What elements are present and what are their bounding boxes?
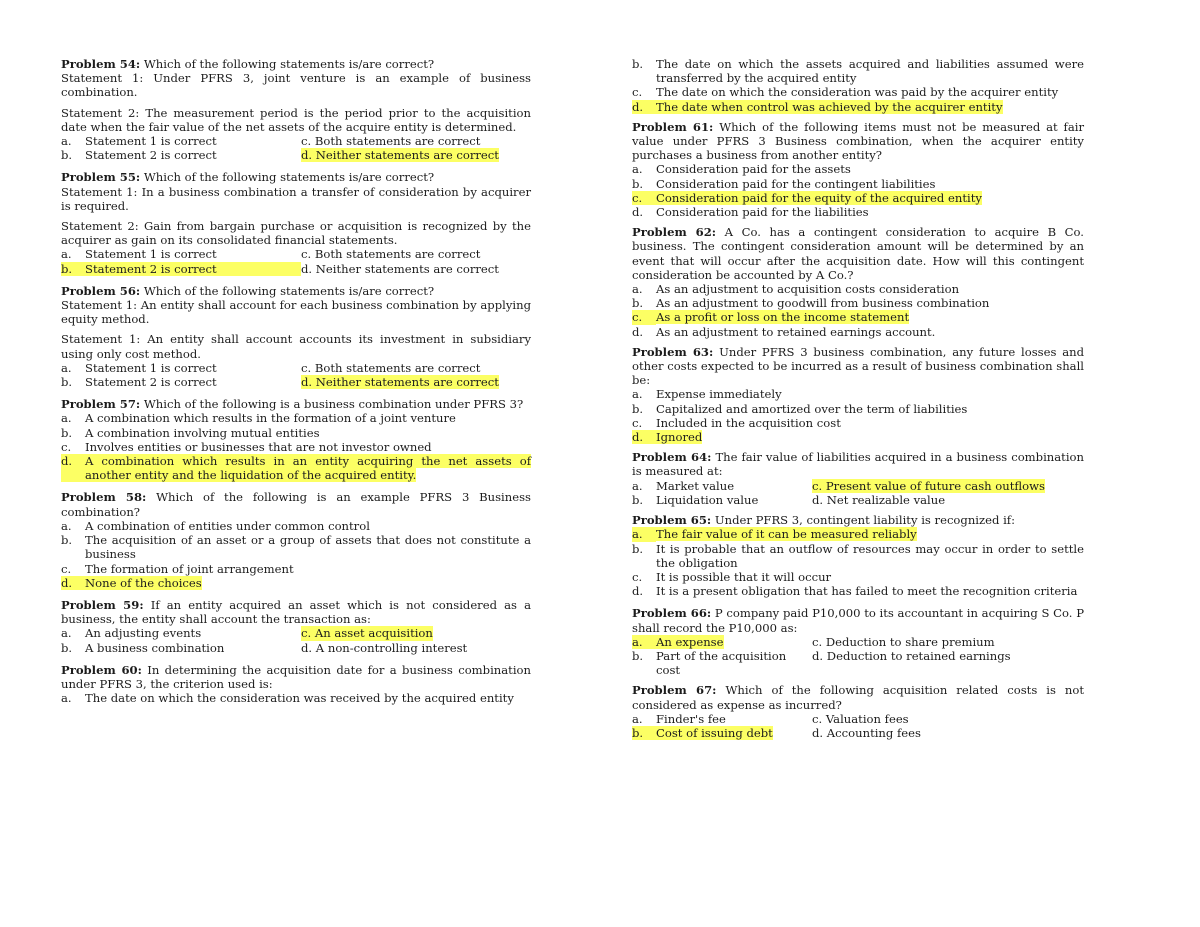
option-d-answer: d. Neither statements are correct	[301, 375, 499, 390]
options-row-2	[61, 262, 531, 276]
option-d-answer: d. Neither statements are correct	[301, 148, 499, 163]
option-d-answer: d. A combination which results in an entity acquiring the net assets of another entity and the liquidation of the acquired entity.	[61, 454, 531, 483]
problem-66	[632, 606, 1084, 677]
problem-question: In determining the acquisition date for a business combination under PFRS 3, the criterion used is:	[61, 662, 531, 691]
option-a: a. A combination of entities under common control	[61, 518, 370, 533]
problem-question: Which of the following statements is/are correct?	[143, 57, 435, 71]
option-letter: a.	[61, 134, 72, 149]
option-d: d. Accounting fees	[812, 725, 921, 740]
option-c-answer: c. As a profit or loss on the income statement	[632, 310, 910, 325]
option-letter: b.	[61, 375, 73, 390]
problem-question: Which of the following acquisition related costs is not considered as expense as incurred?	[632, 683, 1085, 712]
option-d: d. Neither statements are correct	[301, 261, 499, 276]
option-b-answer: Cost of issuing debt	[656, 725, 773, 740]
problem-label: Problem 63:	[632, 344, 714, 359]
problem-64	[632, 450, 1084, 507]
problem-label: Problem 62:	[632, 225, 717, 240]
problem-label: Problem 55:	[61, 170, 141, 185]
option-d: d. A non-controlling interest	[301, 640, 468, 655]
option-b: b. The acquisition of an asset or a group of assets that does not constitute a business	[61, 533, 531, 562]
problem-65	[632, 513, 1084, 598]
option-b: b. As an adjustment to goodwill from business combination	[632, 296, 990, 311]
problem-58	[61, 490, 531, 589]
options-row-1	[632, 635, 1084, 649]
problem-label: Problem 67:	[632, 683, 717, 698]
problem-question: Under PFRS 3 business combination, any future losses and other costs expected to be incurred as a result of business combination shall be:	[632, 344, 1085, 388]
option-letter: a.	[61, 360, 72, 375]
options-row-1	[61, 134, 531, 148]
option-d-answer: d. Ignored	[632, 430, 703, 445]
problem-label: Problem 59:	[61, 597, 144, 612]
problem-67	[632, 683, 1084, 740]
statement-1: Statement 1: An entity shall account for each business combination by applying equity method.	[61, 298, 531, 327]
problem-label: Problem 60:	[61, 662, 142, 677]
option-d: d. Deduction to retained earnings	[812, 648, 1011, 663]
problem-question: P company paid P10,000 to its accountant in acquiring S Co. P shall record the P10,000 as:	[632, 606, 1085, 635]
option-a: a. The date on which the consideration was received by the acquired entity	[61, 691, 514, 706]
option-a: Statement 1 is correct	[85, 360, 217, 375]
statement-2: Statement 2: Gain from bargain purchase or acquisition is recognized by the acquirer as gain on its consolidated financial statements.	[61, 219, 531, 248]
options-row-2	[632, 726, 1084, 740]
options-row-1	[632, 479, 1084, 493]
problem-label: Problem 56:	[61, 283, 141, 298]
problem-question: If an entity acquired an asset which is not considered as a business, the entity shall account the transaction as:	[61, 597, 532, 627]
option-b: b. Capitalized and amortized over the term of liabilities	[632, 401, 968, 416]
option-c: c. The formation of joint arrangement	[61, 561, 294, 576]
option-letter: a.	[632, 711, 643, 726]
option-a: Statement 1 is correct	[85, 134, 217, 149]
option-b: Part of the acquisition cost	[656, 648, 787, 678]
problem-question: The fair value of liabilities acquired in a business combination is measured at:	[632, 450, 1084, 479]
problem-label: Problem 66:	[632, 606, 712, 621]
problem-55	[61, 170, 531, 275]
problem-question: Which of the following is a business combination under PFRS 3?	[143, 397, 524, 412]
problem-60-continued	[632, 57, 1084, 114]
statement-2: Statement 2: The measurement period is the period prior to the acquisition date when the fair value of the net assets of the acquire entity is determined.	[61, 105, 531, 134]
option-b: b. Consideration paid for the contingent liabilities	[632, 176, 936, 191]
option-c: c. Both statements are correct	[301, 134, 481, 149]
option-letter: a.	[61, 626, 72, 641]
problem-62	[632, 225, 1084, 339]
problem-question: Under PFRS 3, contingent liability is recognized if:	[714, 513, 1015, 528]
problem-question: Which of the following items must not be measured at fair value under PFRS 3 Business combination, when the acquirer entity purchases a business from another entity?	[632, 119, 1085, 163]
problem-question: Which of the following statements is/are correct?	[143, 283, 435, 298]
problem-61	[632, 120, 1084, 219]
option-letter: a.	[632, 635, 656, 649]
options-row-2	[61, 375, 531, 389]
option-c: c. Deduction to share premium	[812, 634, 995, 649]
option-a: a. As an adjustment to acquisition costs consideration	[632, 282, 960, 297]
options-row-1	[61, 626, 531, 640]
option-letter: b.	[61, 640, 73, 655]
option-letter: b.	[632, 492, 644, 507]
option-c: c. Involves entities or businesses that are not investor owned	[61, 439, 432, 454]
problem-label: Problem 57:	[61, 397, 141, 412]
problem-question: Which of the following is an example PFRS 3 Business combination?	[61, 490, 531, 519]
options-row-1	[61, 361, 531, 375]
option-b: Statement 2 is correct	[85, 148, 217, 163]
problem-question: Which of the following statements is/are correct?	[143, 170, 435, 185]
option-b: b. A combination involving mutual entities	[61, 425, 320, 440]
option-d: d. It is a present obligation that has failed to meet the recognition criteria	[632, 584, 1078, 599]
options-row-2	[61, 641, 531, 655]
option-b-answer: Statement 2 is correct	[85, 261, 217, 276]
problem-label: Problem 61:	[632, 119, 714, 134]
option-a: Finder's fee	[656, 711, 726, 726]
option-letter: b.	[632, 648, 644, 663]
option-b: A business combination	[85, 640, 225, 655]
option-c: c. Included in the acquisition cost	[632, 415, 841, 430]
option-d: d. As an adjustment to retained earnings account.	[632, 324, 936, 339]
option-a-answer: An expense	[656, 634, 724, 649]
problem-question: A Co. has a contingent consideration to acquire B Co. business. The contingent consideration amount will be determined by an event that will occur after the acquisition date. How will this contingent consideration be accounted by A Co.?	[632, 225, 1084, 282]
option-c-answer: c. Present value of future cash outflows	[812, 478, 1046, 493]
problem-label: Problem 65:	[632, 513, 712, 528]
option-d-answer: d. None of the choices	[61, 575, 202, 590]
option-d: d. Net realizable value	[812, 492, 946, 507]
left-column	[61, 57, 531, 713]
options-row-1	[61, 247, 531, 261]
option-a: a. Expense immediately	[632, 387, 782, 402]
problem-60	[61, 663, 531, 706]
options-row-2	[632, 649, 1084, 677]
option-letter: b.	[632, 726, 656, 740]
problem-57	[61, 397, 531, 482]
option-c-answer: c. Consideration paid for the equity of the acquired entity	[632, 190, 982, 205]
option-b: b. The date on which the assets acquired and liabilities assumed were transferred by the acquired entity	[632, 57, 1084, 86]
option-a: a. A combination which results in the formation of a joint venture	[61, 411, 456, 426]
option-c: c. Both statements are correct	[301, 360, 481, 375]
option-d: d. Consideration paid for the liabilities	[632, 205, 869, 220]
option-b: Statement 2 is correct	[85, 375, 217, 390]
option-a: a. Consideration paid for the assets	[632, 162, 851, 177]
options-row-2	[632, 493, 1084, 507]
option-c: c. Valuation fees	[812, 711, 909, 726]
option-c: c. Both statements are correct	[301, 247, 481, 262]
options-row-1	[632, 712, 1084, 726]
option-b: Liquidation value	[656, 492, 759, 507]
option-c: c. It is possible that it will occur	[632, 569, 832, 584]
option-a: An adjusting events	[85, 626, 202, 641]
option-c-answer: c. An asset acquisition	[301, 626, 433, 641]
option-letter: a.	[61, 247, 72, 262]
statement-1: Statement 1: In a business combination a transfer of consideration by acquirer is required.	[61, 184, 531, 213]
problem-56	[61, 284, 531, 389]
option-a: Market value	[656, 478, 735, 493]
option-b: b. It is probable that an outflow of resources may occur in order to settle the obligation	[632, 541, 1084, 570]
option-d-answer: d. The date when control was achieved by the acquirer entity	[632, 99, 1003, 114]
statement-2: Statement 1: An entity shall account accounts its investment in subsidiary using only cost method.	[61, 332, 531, 361]
option-letter: a.	[632, 478, 643, 493]
right-column	[632, 57, 1084, 748]
option-a: Statement 1 is correct	[85, 247, 217, 262]
option-a-answer: a. The fair value of it can be measured reliably	[632, 527, 917, 542]
statement-1: Statement 1: Under PFRS 3, joint venture is an example of business combination.	[61, 71, 531, 100]
problem-54	[61, 57, 531, 162]
problem-59	[61, 598, 531, 655]
option-letter: b.	[61, 261, 73, 276]
problem-label: Problem 64:	[632, 450, 712, 465]
problem-label: Problem 58:	[61, 490, 147, 505]
problem-label: Problem 54:	[61, 57, 141, 71]
options-row-2	[61, 148, 531, 162]
option-c: c. The date on which the consideration was paid by the acquirer entity	[632, 85, 1059, 100]
problem-63	[632, 345, 1084, 444]
option-letter: b.	[61, 148, 73, 163]
